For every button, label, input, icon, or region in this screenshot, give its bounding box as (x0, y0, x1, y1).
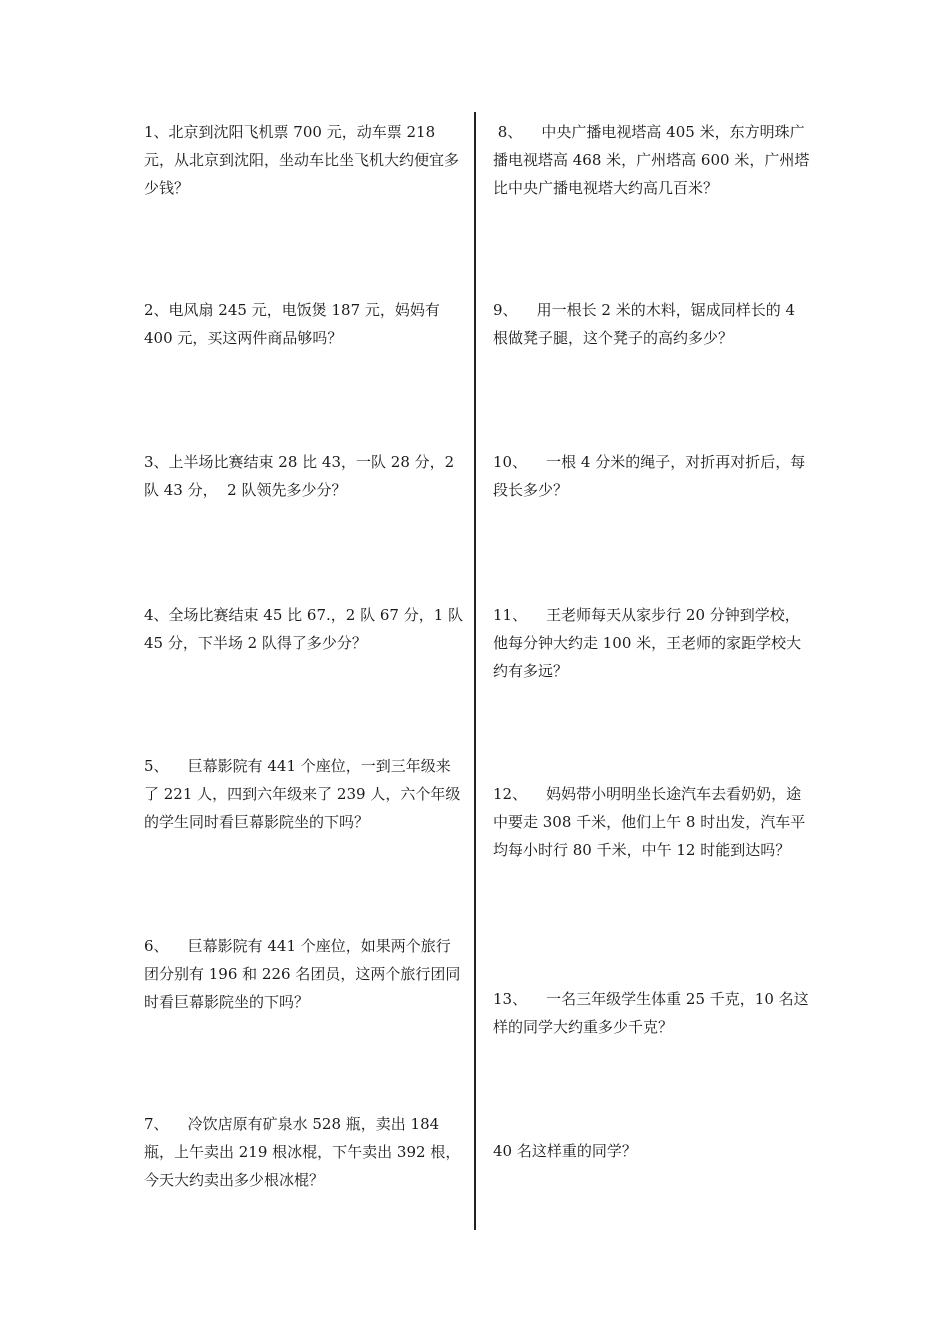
problem-5: 5、 巨幕影院有 441 个座位，一到三年级来了 221 人，四到六年级来了 239 人，六个年级的学生同时看巨幕影院坐的下吗？ (144, 757, 461, 831)
problem-1: 1、北京到沈阳飞机票 700 元，动车票 218 元，从北京到沈阳，坐动车比坐飞机大约便宜多少钱？ (144, 123, 460, 197)
problem-7: 7、 冷饮店原有矿泉水 528 瓶，卖出 184 瓶，上午卖出 219 根冰棍，下午卖出 392 根，今天大约卖出多少根冰棍？ (144, 1115, 461, 1189)
column-divider (474, 112, 476, 1230)
problem-2: 2、电风扇 245 元，电饭煲 187 元，妈妈有 400 元，买这两件商品够吗？ (144, 301, 445, 347)
problem-9: 9、 用一根长 2 米的木料，锯成同样长的 4 根做凳子腿，这个凳子的高约多少？ (493, 301, 800, 347)
problem-6: 6、 巨幕影院有 441 个座位，如果两个旅行团分别有 196 和 226 名团员，这两个旅行团同时看巨幕影院坐的下吗？ (144, 937, 461, 1011)
problem-4: 4、全场比赛结束 45 比 67.，2 队 67 分，1 队 45 分，下半场 2 队得了多少分？ (144, 606, 468, 652)
problem-10: 10、 一根 4 分米的绳子，对折再对折后，每段长多少？ (493, 453, 806, 499)
problem-13-continued: 40 名这样重的同学？ (493, 1142, 637, 1160)
problem-3: 3、上半场比赛结束 28 比 43，一队 28 分，2 队 43 分， 2 队领先多少分？ (144, 453, 459, 499)
problem-12: 12、 妈妈带小明明坐长途汽车去看奶奶，途中要走 308 千米，他们上午 8 时出发，汽车平均每小时行 80 千米，中午 12 时能到达吗？ (493, 785, 806, 859)
problem-8: 8、 中央广播电视塔高 405 米，东方明珠广播电视塔高 468 米，广州塔高 600 米，广州塔比中央广播电视塔大约高几百米？ (493, 123, 810, 197)
problem-11: 11、 王老师每天从家步行 20 分钟到学校，他每分钟大约走 100 米，王老师的家距学校大约有多远？ (493, 606, 802, 680)
problem-13: 13、 一名三年级学生体重 25 千克，10 名这样的同学大约重多少千克？ (493, 990, 809, 1036)
